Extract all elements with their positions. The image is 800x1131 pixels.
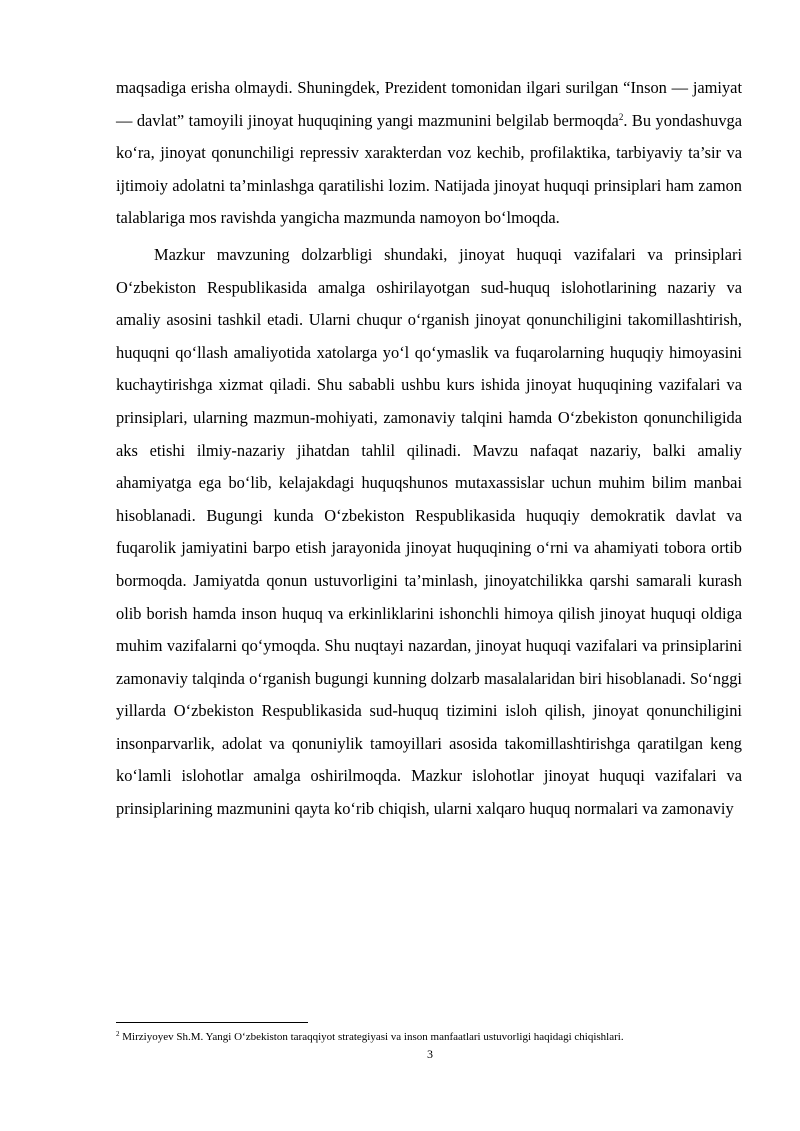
footnote xyxy=(116,1030,756,1044)
paragraph-2: Mazkur mavzuning dolzarbligi shundaki, jinoyat huquqi vazifalari va prinsiplari O‘zbekiston Respublikasida amalga oshirilayotgan sud-huquq islohotlarining nazariy va amaliy asosini tashkil etadi. Ularni chuqur o‘rganish jinoyat qonunchiligini takomillashtirish, huquqni qo‘llash amaliyotida xatolarga yo‘l qo‘ymaslik va fuqarolarning huquqiy himoyasini kuchaytirishga xizmat qiladi. Shu sababli ushbu kurs ishida jinoyat huquqining vazifalari va prinsiplari, ularning mazmun-mohiyati, zamonaviy talqini hamda O‘zbekiston qonunchiligida aks etishi ilmiy-nazariy jihatdan tahlil qilinadi. Mavzu nafaqat nazariy, balki amaliy ahamiyatga ega bo‘lib, kelajakdagi huquqshunos mutaxassislar uchun muhim bilim manbai hisoblanadi. Bugungi kunda O‘zbekiston Respublikasida huquqiy demokratik davlat va fuqarolik jamiyatini barpo etish jarayonida jinoyat huquqining o‘rni va ahamiyati tobora ortib bormoqda. Jamiyatda qonun ustuvorligini ta’minlash, jinoyatchilikka qarshi samarali kurash olib borish hamda inson huquq va erkinliklarini ishonchli himoya qilish jinoyat huquqi oldiga muhim vazifalarni qo‘ymoqda. Shu nuqtayi nazardan, jinoyat huquqi vazifalari va prinsiplarini zamonaviy talqinda o‘rganish bugungi kunning dolzarb masalalaridan biri hisoblanadi. So‘nggi yillarda O‘zbekiston Respublikasida sud-huquq tizimini isloh qilish, jinoyat qonunchiligini insonparvarlik, adolat va qonuniylik tamoyillari asosida takomillashtirishga qaratilgan keng ko‘lamli islohotlar amalga oshirilmoqda. Mazkur islohotlar jinoyat huquqi vazifalari va prinsiplarining mazmunini qayta ko‘rib chiqish, ularni xalqaro huquq normalari va zamonaviy xyxy=(116,244,742,819)
footnote-reference[interactable]: 2 xyxy=(618,111,624,122)
paragraph-1-text: maqsadiga erisha olmaydi. Shuningdek, Prezident tomonidan ilgari surilgan “Inson — jamiyat — davlat” tamoyili jinoyat huquqining yangi mazmunini belgilab bermoqda xyxy=(116,78,742,130)
body-text xyxy=(116,72,742,826)
footnote-separator xyxy=(116,1022,308,1023)
page-number: 3 xyxy=(427,1047,433,1061)
paragraph-1-continuation: . Bu yondashuvga ko‘ra, jinoyat qonunchiligi repressiv xarakterdan voz kechib, profilaktika, tarbiyaviy ta’sir va ijtimoiy adolatni ta’minlashga qaratilishi lozim. Natijada jinoyat huquqi prinsiplari ham zamon talablariga mos ravishda yangicha mazmunda namoyon bo‘lmoqda. xyxy=(116,110,742,228)
footnote-marker: 2 xyxy=(116,1030,120,1038)
paragraph-1 xyxy=(116,72,742,235)
footnote-text: Mirziyoyev Sh.M. Yangi O‘zbekiston taraqqiyot strategiyasi va inson manfaatlari ustuvorligi haqidagi chiqishlari. xyxy=(119,1031,624,1043)
